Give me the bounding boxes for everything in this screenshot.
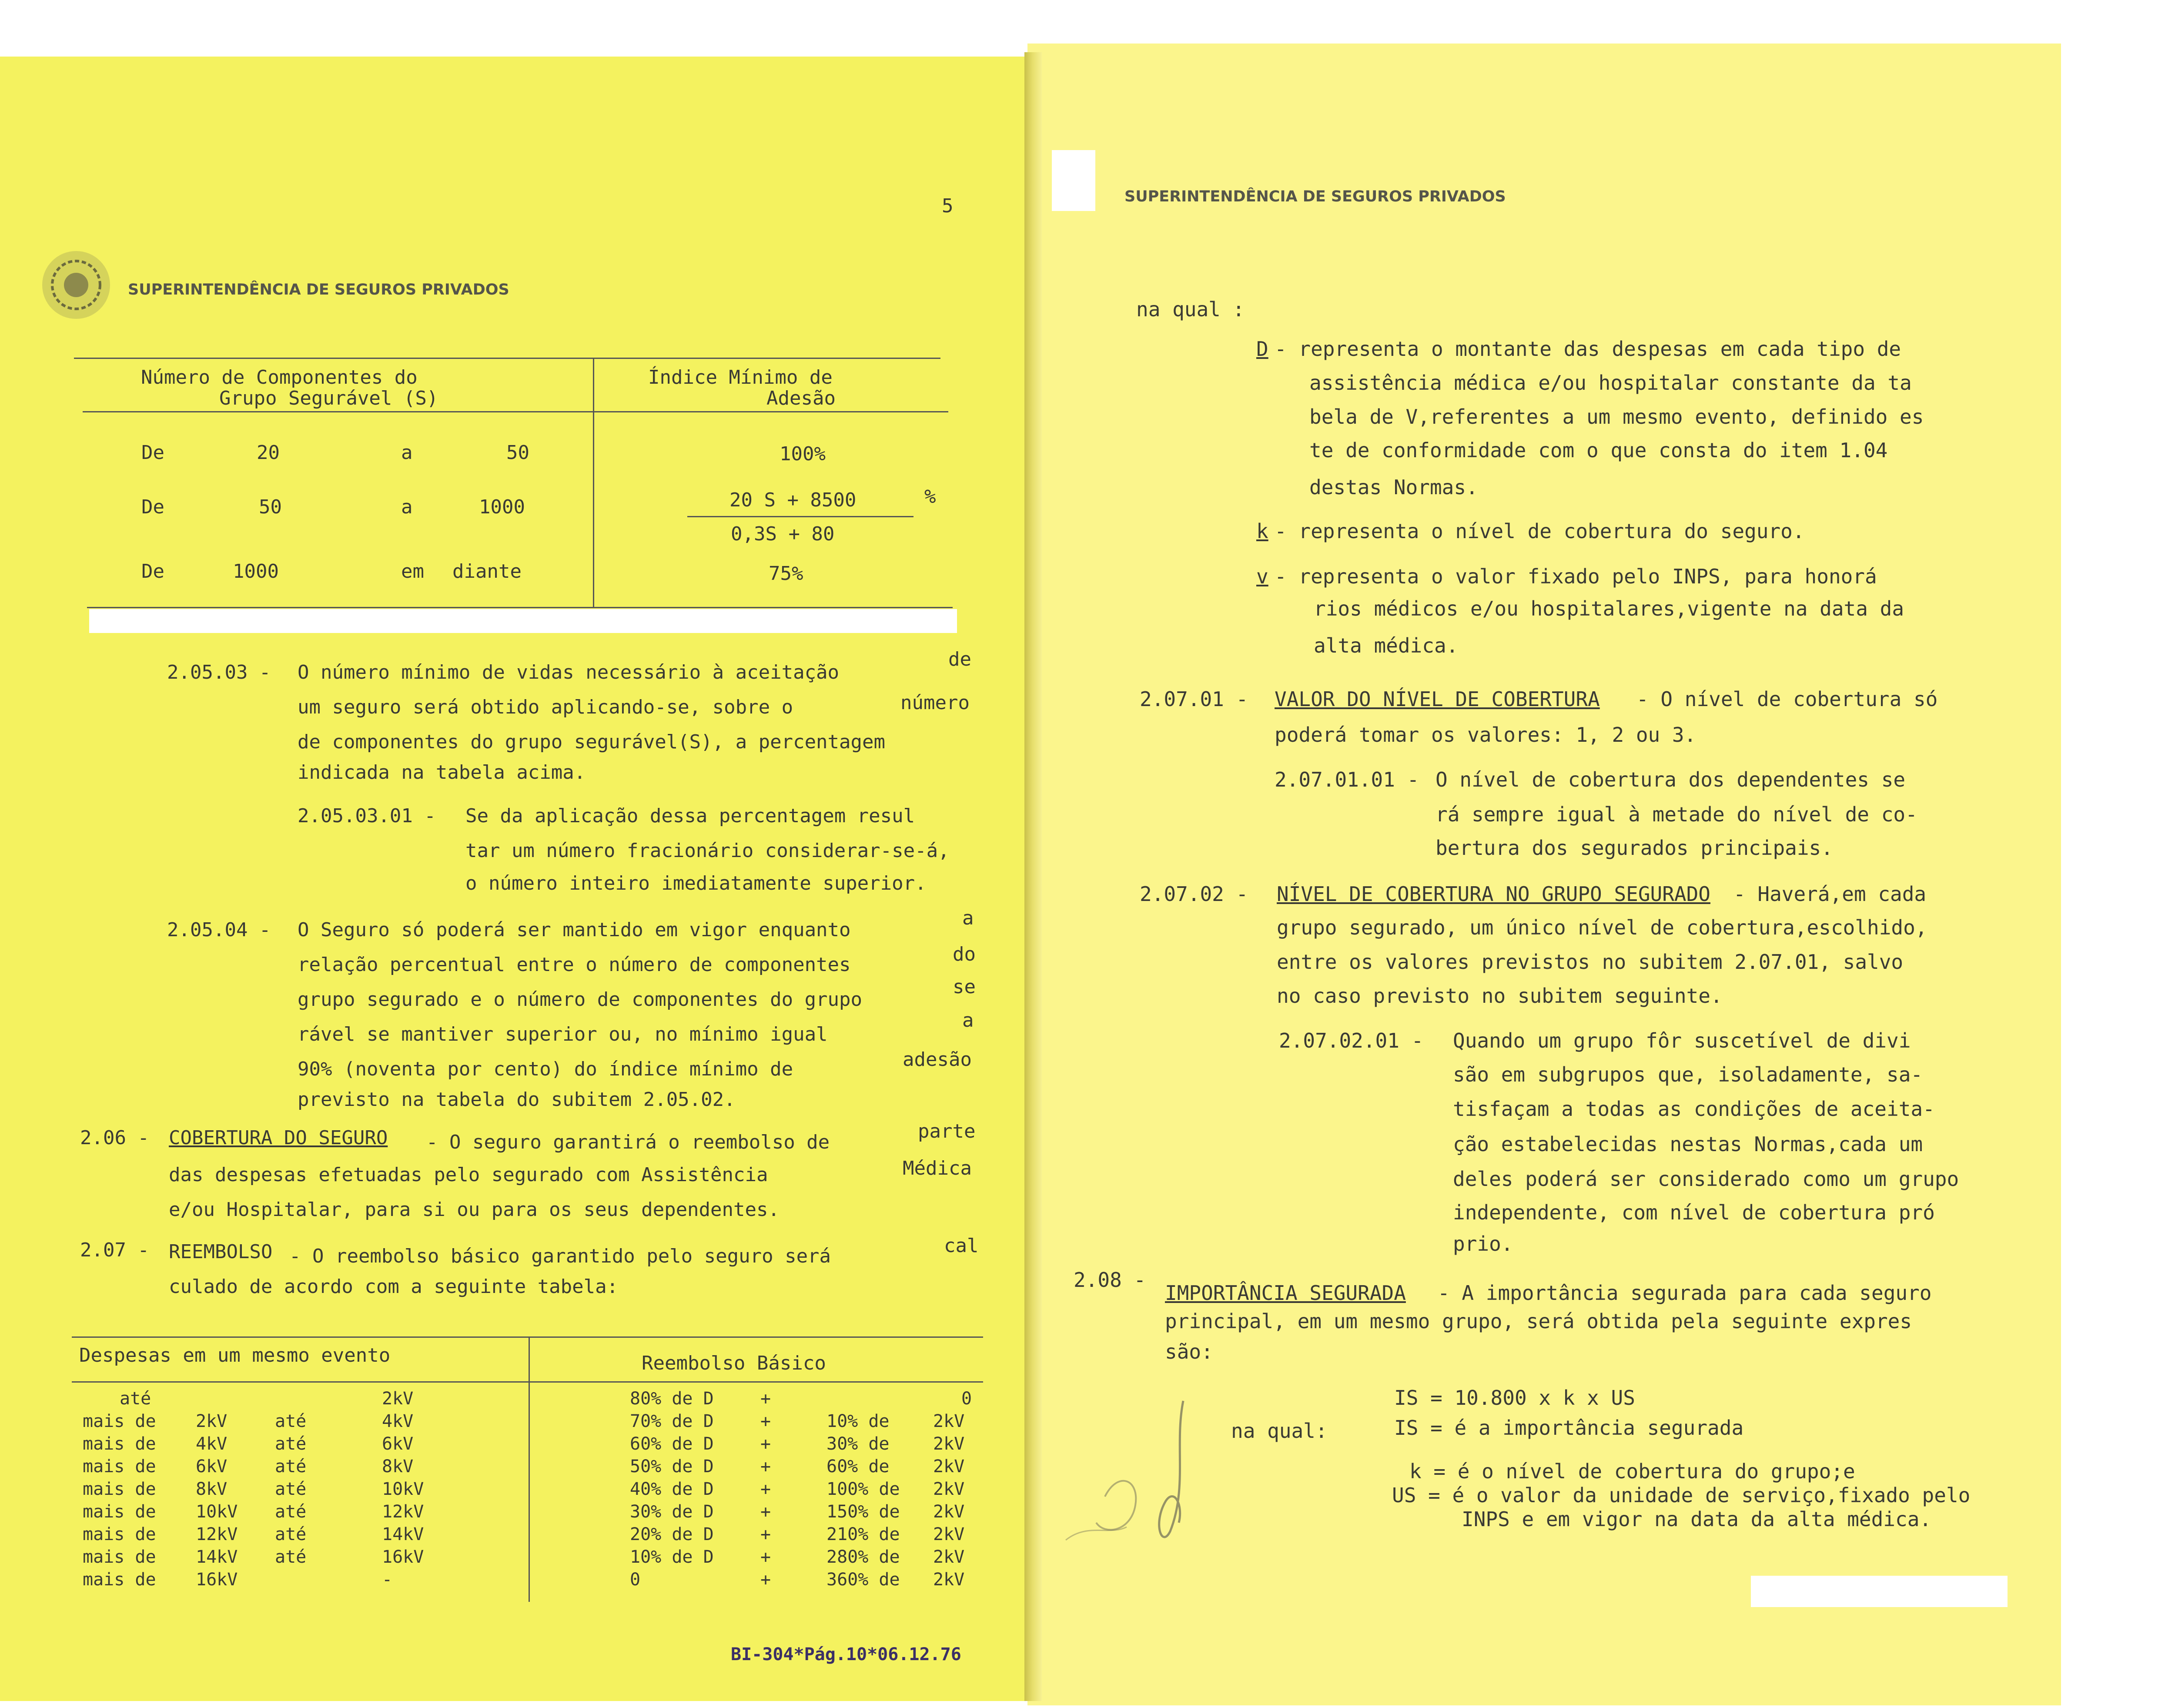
table2-cell: 4kV bbox=[196, 1434, 228, 1454]
paragraph-line: bertura dos segurados principais. bbox=[1436, 836, 1833, 860]
paragraph-line: rios médicos e/ou hospitalares,vigente na data da bbox=[1314, 597, 1904, 620]
paragraph-line: 90% (noventa por cento) do índice mínimo de bbox=[298, 1058, 793, 1080]
table2-cell: 2kV bbox=[382, 1389, 414, 1409]
table2-cell: mais de bbox=[83, 1547, 156, 1567]
table-row-index-numerator: 20 S + 8500 bbox=[729, 489, 857, 511]
table2-cell: mais de bbox=[83, 1457, 156, 1477]
table-row-cell: 20 bbox=[257, 442, 280, 464]
page-stamp: BI-304*Pág.10*06.12.76 bbox=[731, 1644, 961, 1664]
table-row-cell: a bbox=[401, 442, 413, 464]
table2-cell: mais de bbox=[83, 1479, 156, 1499]
table2-cell: 16kV bbox=[196, 1570, 238, 1590]
paragraph-line: entre os valores previstos no subitem 2.07.01, salvo bbox=[1277, 950, 1904, 974]
section-title: VALOR DO NÍVEL DE COBERTURA bbox=[1275, 687, 1600, 711]
def-symbol: v bbox=[1256, 565, 1268, 588]
table2-cell: 2kV bbox=[933, 1547, 965, 1567]
paragraph-line: no caso previsto no subitem seguinte. bbox=[1277, 984, 1723, 1008]
paragraph-line: previsto na tabela do subitem 2.05.02. bbox=[298, 1088, 736, 1111]
paragraph-line: - Haverá,em cada bbox=[1733, 882, 1927, 906]
paragraph-line: - representa o montante das despesas em cada tipo de bbox=[1275, 337, 1901, 361]
redaction-bar bbox=[89, 609, 957, 633]
paragraph-line: ção estabelecidas nestas Normas,cada um bbox=[1453, 1132, 1923, 1156]
table2-cell: + bbox=[760, 1479, 771, 1499]
table2-cell: + bbox=[760, 1434, 771, 1454]
redaction-bar bbox=[1751, 1576, 2008, 1607]
paragraph-line: a bbox=[962, 907, 974, 929]
table2-cell: 70% de D bbox=[630, 1411, 714, 1431]
paragraph-line: assistência médica e/ou hospitalar constante da ta bbox=[1309, 371, 1912, 395]
table2-cell: até bbox=[275, 1547, 307, 1567]
table2-cell: 14kV bbox=[382, 1524, 424, 1544]
table2-cell: 0 bbox=[961, 1389, 972, 1409]
table2-cell: 2kV bbox=[196, 1411, 228, 1431]
paragraph-line: das despesas efetuadas pelo segurado com Assistência bbox=[169, 1164, 768, 1186]
table2-cell: + bbox=[760, 1502, 771, 1522]
table2-cell: até bbox=[275, 1479, 307, 1499]
table2-cell: 20% de D bbox=[630, 1524, 714, 1544]
section-number: 2.05.04 - bbox=[167, 919, 271, 941]
formula-line: IS = é a importância segurada bbox=[1394, 1416, 1744, 1440]
table-row-cell: 50 bbox=[506, 442, 529, 464]
table-row-index-unit: % bbox=[924, 486, 936, 508]
paragraph-line: grupo segurado, um único nível de cobertura,escolhido, bbox=[1277, 916, 1927, 939]
paragraph-line: são em subgrupos que, isoladamente, sa- bbox=[1453, 1063, 1923, 1086]
table2-cell: 14kV bbox=[196, 1547, 238, 1567]
table2-cell: 12kV bbox=[196, 1524, 238, 1544]
paragraph-line: número bbox=[900, 692, 970, 714]
table2-cell: 4kV bbox=[382, 1411, 414, 1431]
paragraph-line: adesão bbox=[903, 1048, 972, 1071]
table2-cell: 30% de D bbox=[630, 1502, 714, 1522]
table-row-cell: diante bbox=[452, 560, 522, 583]
table2-cell: 2kV bbox=[933, 1479, 965, 1499]
left-header: SUPERINTENDÊNCIA DE SEGUROS PRIVADOS bbox=[128, 281, 509, 298]
table2-cell: 10% de D bbox=[630, 1547, 714, 1567]
page-number: 5 bbox=[942, 195, 954, 217]
table-row-cell: a bbox=[401, 496, 413, 518]
table2-cell: 10kV bbox=[196, 1502, 238, 1522]
section-number: 2.07.01 - bbox=[1140, 687, 1248, 711]
table2-cell: 16kV bbox=[382, 1547, 424, 1567]
paragraph-line: são: bbox=[1165, 1340, 1213, 1363]
table2-cell: 2kV bbox=[933, 1524, 965, 1544]
table2-cell: 150% de bbox=[826, 1502, 900, 1522]
formula-na-qual: na qual: bbox=[1231, 1419, 1328, 1443]
formula-line: INPS e em vigor na data da alta médica. bbox=[1462, 1507, 1932, 1531]
formula-line: IS = 10.800 x k x US bbox=[1394, 1386, 1635, 1410]
paragraph-line: relação percentual entre o número de componentes bbox=[298, 954, 851, 976]
seal-icon bbox=[35, 244, 122, 322]
paragraph-line: parte bbox=[918, 1120, 976, 1142]
paragraph-line: - O seguro garantirá o reembolso de bbox=[426, 1131, 830, 1153]
table2-cell: 50% de D bbox=[630, 1457, 714, 1477]
formula-line: US = é o valor da unidade de serviço,fixado pelo bbox=[1392, 1484, 1971, 1507]
table2-cell: 60% de bbox=[826, 1457, 890, 1477]
table2-cell: 2kV bbox=[933, 1570, 965, 1590]
paragraph-line: independente, com nível de cobertura pró bbox=[1453, 1201, 1935, 1224]
paragraph-line: cal bbox=[944, 1235, 979, 1257]
section-number: 2.06 - bbox=[80, 1127, 149, 1149]
seal-icon-blank bbox=[1052, 150, 1095, 211]
section-title: COBERTURA DO SEGURO bbox=[169, 1127, 388, 1149]
table-row-cell: 1000 bbox=[233, 560, 279, 583]
table2-cell: 8kV bbox=[196, 1479, 228, 1499]
table2-cell: 60% de D bbox=[630, 1434, 714, 1454]
paragraph-line: O nível de cobertura dos dependentes se bbox=[1436, 768, 1906, 791]
table2-cell: + bbox=[760, 1457, 771, 1477]
formula-line: k = é o nível de cobertura do grupo;e bbox=[1409, 1460, 1855, 1483]
table2-cell: + bbox=[760, 1524, 771, 1544]
section-number: 2.05.03.01 - bbox=[298, 805, 436, 827]
table-row-cell: De bbox=[141, 496, 164, 518]
paragraph-line: do bbox=[953, 943, 976, 965]
table2-cell: 100% de bbox=[826, 1479, 900, 1499]
table-row-cell: 1000 bbox=[479, 496, 525, 518]
paragraph-line: tar um número fracionário considerar-se-á, bbox=[465, 840, 950, 862]
paragraph-line: Quando um grupo fôr suscetível de divi bbox=[1453, 1029, 1911, 1052]
paragraph-line: te de conformidade com o que consta do item 1.04 bbox=[1309, 439, 1888, 462]
table2-cell: 2kV bbox=[933, 1434, 965, 1454]
table2-cell: 80% de D bbox=[630, 1389, 714, 1409]
paragraph-line: de bbox=[948, 648, 971, 670]
paragraph-line: - O nível de cobertura só bbox=[1636, 687, 1938, 711]
table2-cell: mais de bbox=[83, 1411, 156, 1431]
paragraph-line: O número mínimo de vidas necessário à aceitação bbox=[298, 661, 840, 683]
table2-cell: 2kV bbox=[933, 1411, 965, 1431]
book-spine bbox=[1024, 52, 1042, 1701]
na-qual-label: na qual : bbox=[1136, 298, 1245, 321]
section-number: 2.05.03 - bbox=[167, 661, 271, 683]
paragraph-line: e/ou Hospitalar, para si ou para os seus dependentes. bbox=[169, 1199, 780, 1221]
table2-cell: + bbox=[760, 1547, 771, 1567]
table-row-index: 100% bbox=[780, 443, 826, 465]
right-header: SUPERINTENDÊNCIA DE SEGUROS PRIVADOS bbox=[1124, 188, 1506, 205]
table2-col2-header: Reembolso Básico bbox=[642, 1352, 826, 1374]
signature-mark bbox=[1053, 1392, 1235, 1575]
table2-cell: 280% de bbox=[826, 1547, 900, 1567]
table2-cell: 10% de bbox=[826, 1411, 890, 1431]
table-row-index-denominator: 0,3S + 80 bbox=[731, 523, 835, 545]
table2-cell: mais de bbox=[83, 1570, 156, 1590]
paragraph-line: O Seguro só poderá ser mantido em vigor enquanto bbox=[298, 919, 851, 941]
table2-cell: até bbox=[275, 1434, 307, 1454]
section-title: IMPORTÂNCIA SEGURADA bbox=[1165, 1281, 1406, 1305]
paragraph-line: tisfaçam a todas as condições de aceita- bbox=[1453, 1097, 1935, 1121]
section-title: NÍVEL DE COBERTURA NO GRUPO SEGURADO bbox=[1277, 882, 1710, 906]
table2-cell: mais de bbox=[83, 1524, 156, 1544]
def-symbol: D bbox=[1256, 337, 1268, 361]
table2-col1-header: Despesas em um mesmo evento bbox=[79, 1344, 391, 1366]
table2-cell: 210% de bbox=[826, 1524, 900, 1544]
paragraph-line: prio. bbox=[1453, 1232, 1513, 1256]
paragraph-line: - representa o nível de cobertura do seguro. bbox=[1275, 519, 1805, 543]
table2-cell: 10kV bbox=[382, 1479, 424, 1499]
table2-cell: até bbox=[275, 1457, 307, 1477]
table2-cell: 360% de bbox=[826, 1570, 900, 1590]
paragraph-line: - A importância segurada para cada seguro bbox=[1438, 1281, 1932, 1305]
table-row-cell: De bbox=[141, 442, 164, 464]
table2-cell: 30% de bbox=[826, 1434, 890, 1454]
table2-cell: - bbox=[382, 1570, 393, 1590]
paragraph-line: grupo segurado e o número de componentes do grupo bbox=[298, 988, 863, 1011]
table2-cell: 8kV bbox=[382, 1457, 414, 1477]
paragraph-line: - representa o valor fixado pelo INPS, para honorá bbox=[1275, 565, 1877, 588]
section-number: 2.07.02 - bbox=[1140, 882, 1248, 906]
paragraph-line: indicada na tabela acima. bbox=[298, 761, 586, 784]
table2-cell: 12kV bbox=[382, 1502, 424, 1522]
def-symbol: k bbox=[1256, 519, 1268, 543]
paragraph-line: se bbox=[953, 976, 976, 998]
table2-cell: 6kV bbox=[196, 1457, 228, 1477]
table2-cell: até bbox=[275, 1524, 307, 1544]
table-row-cell: 50 bbox=[259, 496, 282, 518]
table1-col1-header-2: Grupo Segurável (S) bbox=[219, 387, 438, 409]
paragraph-line: bela de V,referentes a um mesmo evento, definido es bbox=[1309, 405, 1924, 429]
table-row-cell: em bbox=[401, 560, 424, 583]
section-number: 2.07.01.01 - bbox=[1275, 768, 1419, 791]
table-row-index: 75% bbox=[769, 563, 803, 585]
table2-cell: 0 bbox=[630, 1570, 641, 1590]
section-number: 2.07 - bbox=[80, 1239, 149, 1261]
table2-cell: mais de bbox=[83, 1502, 156, 1522]
table2-cell: até bbox=[275, 1502, 307, 1522]
paragraph-line: Médica bbox=[903, 1157, 972, 1179]
section-title: REEMBOLSO bbox=[169, 1241, 273, 1263]
paragraph-line: alta médica. bbox=[1314, 634, 1459, 657]
paragraph-line: de componentes do grupo segurável(S), a percentagem bbox=[298, 731, 886, 753]
paragraph-line: deles poderá ser considerado como um grupo bbox=[1453, 1167, 1959, 1191]
paragraph-line: principal, em um mesmo grupo, será obtida pela seguinte expres bbox=[1165, 1309, 1912, 1333]
table2-cell: até bbox=[275, 1411, 307, 1431]
table1-col2-header: Índice Mínimo de bbox=[648, 366, 833, 388]
table-row-cell: De bbox=[141, 560, 164, 583]
table1-col2-header-2: Adesão bbox=[766, 387, 836, 409]
table2-cell: 2kV bbox=[933, 1457, 965, 1477]
section-number: 2.08 - bbox=[1074, 1268, 1146, 1292]
paragraph-line: destas Normas. bbox=[1309, 476, 1478, 499]
paragraph-line: poderá tomar os valores: 1, 2 ou 3. bbox=[1275, 723, 1696, 747]
table2-cell: mais de bbox=[83, 1434, 156, 1454]
table2-cell: até bbox=[120, 1389, 151, 1409]
paragraph-line: rável se mantiver superior ou, no mínimo igual bbox=[298, 1023, 828, 1045]
section-number: 2.07.02.01 - bbox=[1279, 1029, 1424, 1052]
paragraph-line: - O reembolso básico garantido pelo seguro será bbox=[289, 1245, 831, 1267]
table2-cell: + bbox=[760, 1389, 771, 1409]
table2-cell: 2kV bbox=[933, 1502, 965, 1522]
paragraph-line: culado de acordo com a seguinte tabela: bbox=[169, 1276, 619, 1298]
paragraph-line: o número inteiro imediatamente superior. bbox=[465, 872, 927, 894]
table2-cell: 40% de D bbox=[630, 1479, 714, 1499]
paragraph-line: rá sempre igual à metade do nível de co- bbox=[1436, 803, 1917, 826]
paragraph-line: Se da aplicação dessa percentagem resul bbox=[465, 805, 915, 827]
table1-col1-header: Número de Componentes do bbox=[141, 366, 418, 388]
table2-cell: + bbox=[760, 1570, 771, 1590]
paragraph-line: um seguro será obtido aplicando-se, sobre o bbox=[298, 696, 793, 718]
table2-cell: + bbox=[760, 1411, 771, 1431]
table2-cell: 6kV bbox=[382, 1434, 414, 1454]
paragraph-line: a bbox=[962, 1009, 974, 1031]
